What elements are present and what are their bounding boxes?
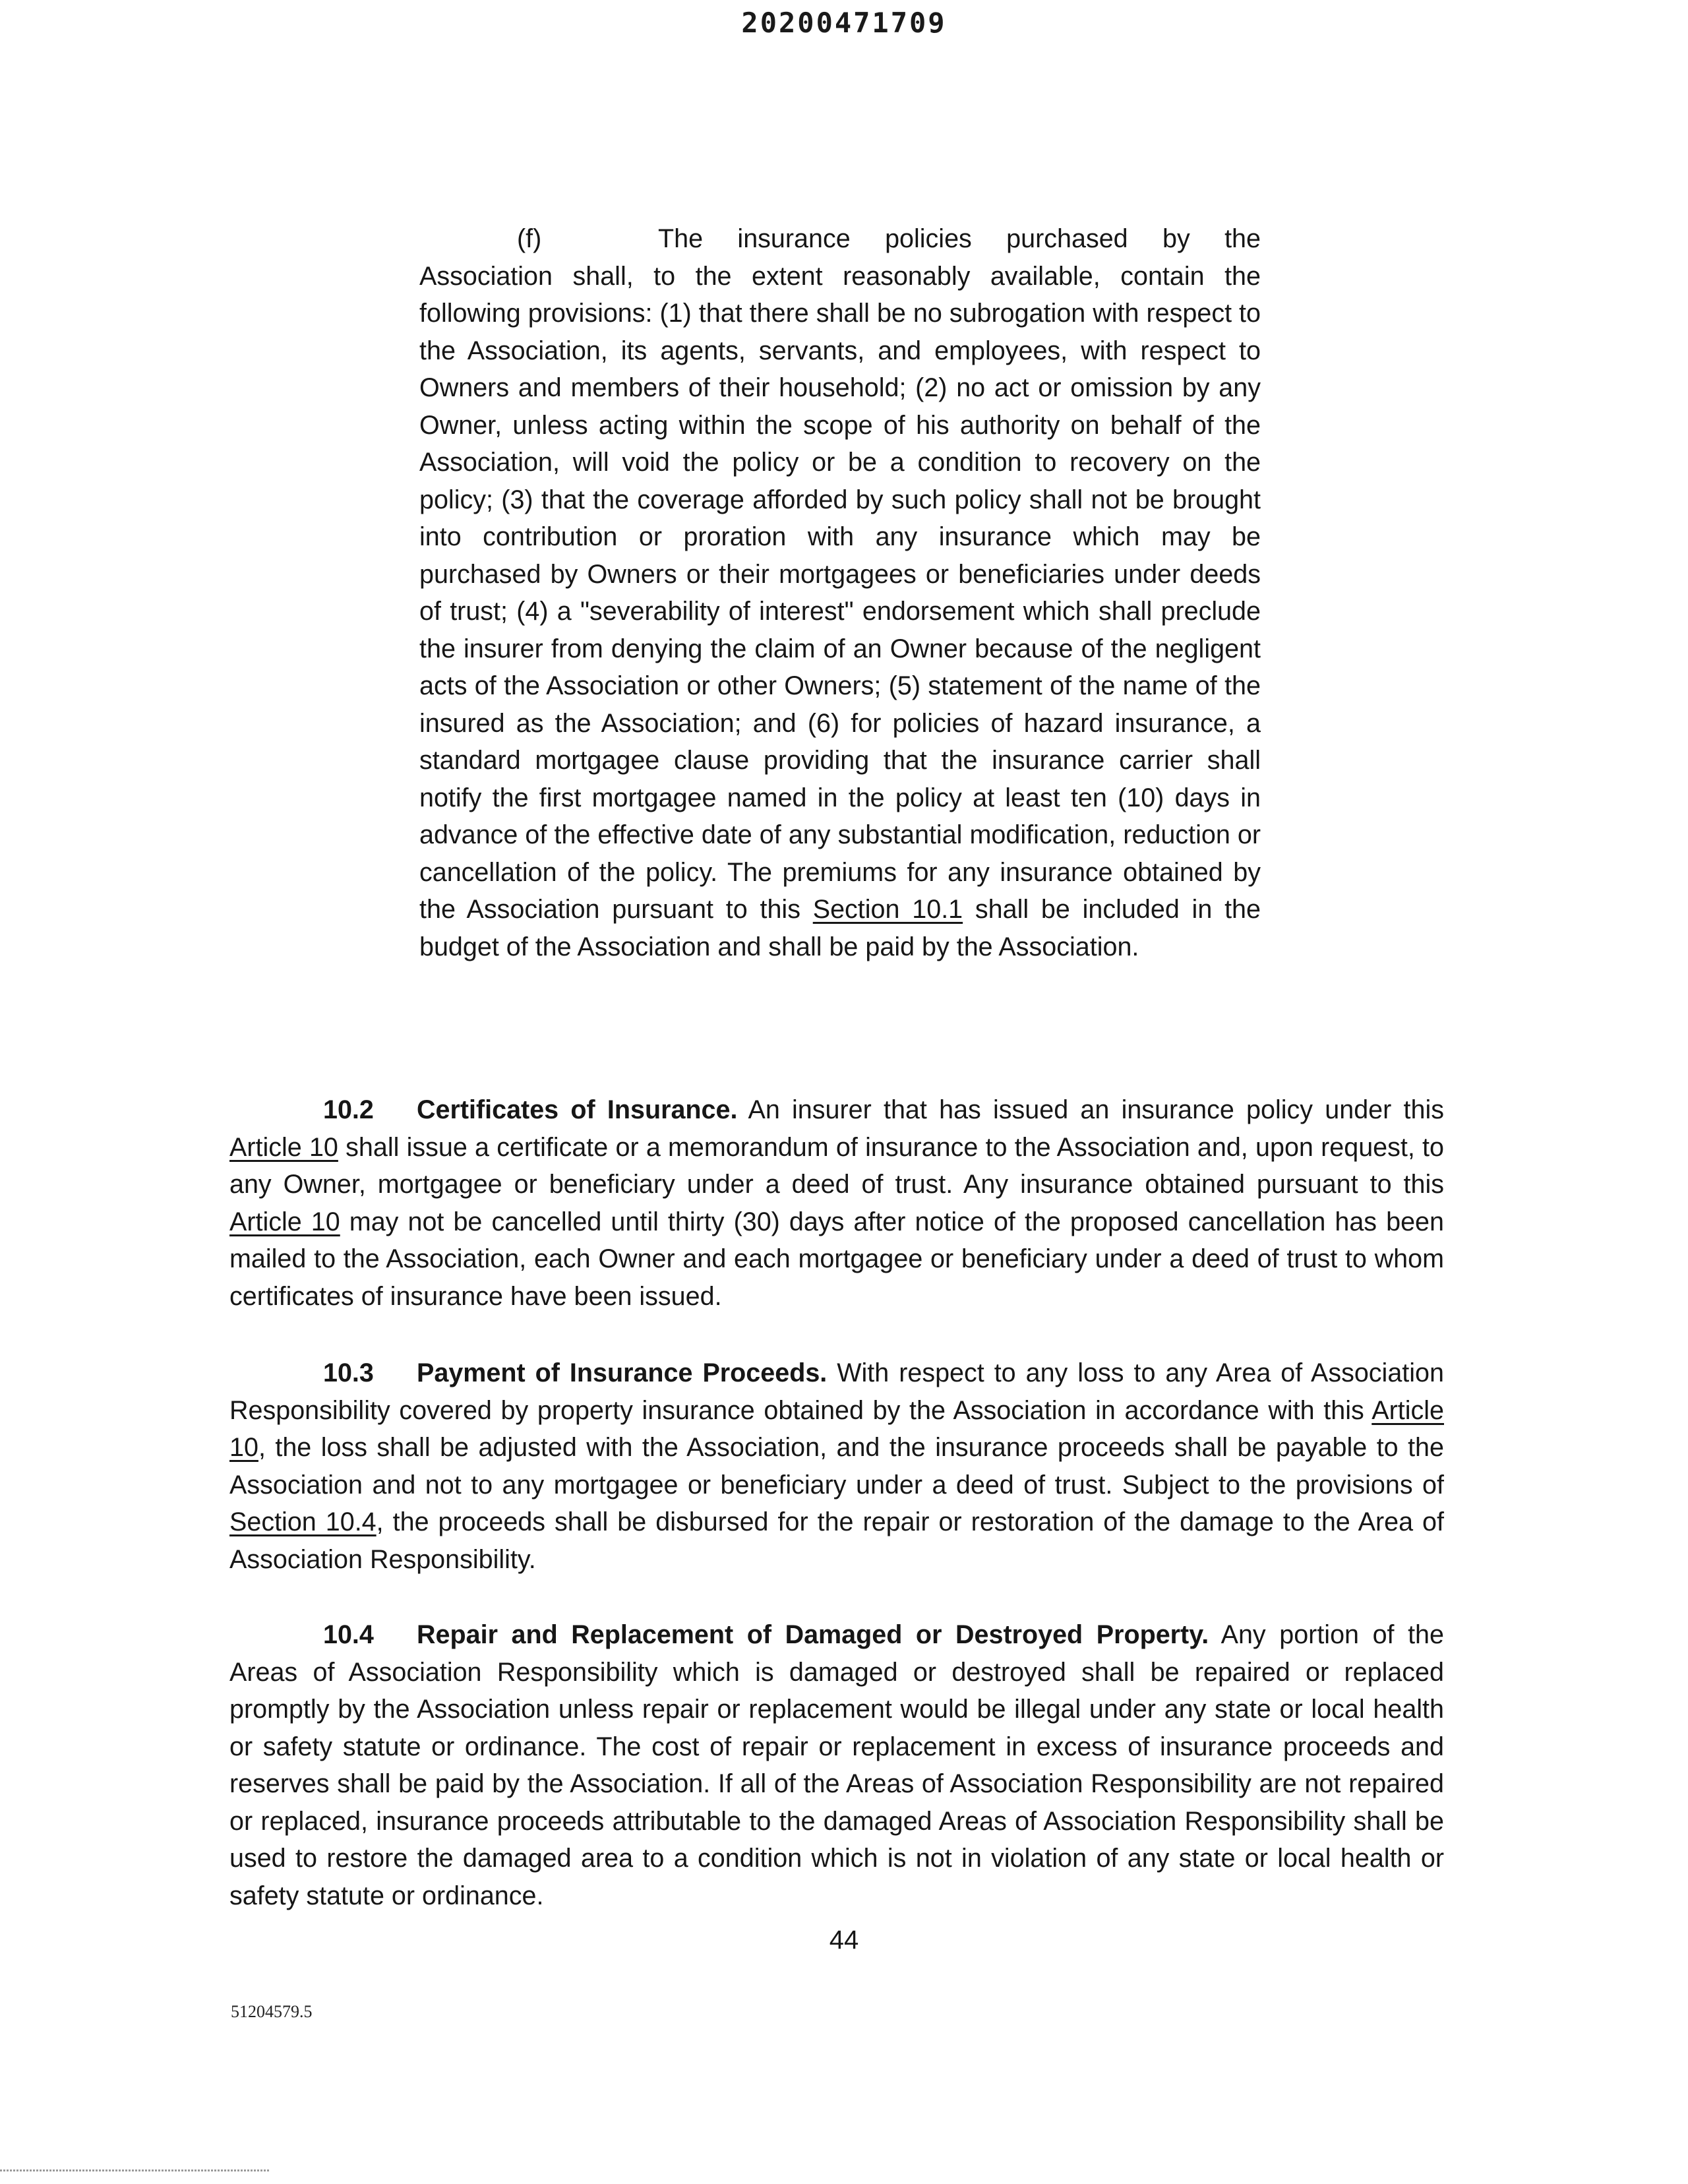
section-text: may not be cancelled until thirty (30) days after notice of the proposed cancellation has been mailed to the Association, each Owner and each mortgagee or beneficiary under a deed of trust to whom certificates of insurance have been issued.: [229, 1207, 1444, 1311]
paragraph-f: [419, 220, 1261, 965]
section-number: 10.2: [323, 1095, 374, 1124]
section-10-1-reference: Section 10.1: [812, 895, 963, 924]
paragraph-f-text: The insurance policies purchased by the Association shall, to the extent reasonably available, contain the following provisions: (1) that there shall be no subrogation with respect to the Association, its agents, servants, and employees, with respect to Owners and members of their household; (2) no act or omission by any Owner, unless acting within the scope of his authority on behalf of the Association, will void the policy or be a condition to recovery on the policy; (3) that the coverage afforded by such policy shall not be brought into contribution or proration with any insurance which may be purchased by Owners or their mortgagees or beneficiaries under deeds of trust; (4) a "severability of interest" endorsement which shall preclude the insurer from denying the claim of an Owner because of the negligent acts of the Association or other Owners; (5) statement of the name of the insured as the Association; and (6) for policies of hazard insurance, a standard mortgagee clause providing that the insurance carrier shall notify the first mortgagee named in the policy at least ten (10) days in advance of the effective date of any substantial modification, reduction or cancellation of the policy. The premiums for any insurance obtained by the Association pursuant to this: [419, 224, 1261, 924]
document-id: 51204579.5: [231, 2002, 313, 2021]
section-text: , the loss shall be adjusted with the Association, and the insurance proceeds shall be payable to the Association and not to any mortgagee or beneficiary under a deed of trust. Subject to the provisions of: [229, 1433, 1444, 1500]
section-text: , the proceeds shall be disbursed for the repair or restoration of the damage to the Area of Association Responsibility.: [229, 1507, 1444, 1574]
section-10-3: [229, 1354, 1444, 1578]
section-text: Any portion of the Areas of Association Responsibility which is damaged or destroyed shall be repaired or replaced promptly by the Association unless repair or replacement would be illegal under any state or local health or safety statute or ordinance. The cost of repair or replacement in excess of insurance proceeds and reserves shall be paid by the Association. If all of the Areas of Association Responsibility are not repaired or replaced, insurance proceeds attributable to the damaged Areas of Association Responsibility shall be used to restore the damaged area to a condition which is not in violation of any state or local health or safety statute or ordinance.: [229, 1620, 1444, 1910]
section-10-4-reference: Section 10.4: [229, 1507, 377, 1536]
article-10-reference: Article 10: [229, 1395, 1444, 1462]
section-heading: Certificates of Insurance.: [417, 1095, 738, 1124]
article-10-reference: Article 10: [229, 1207, 340, 1236]
section-text: With respect to any loss to any Area of Association Responsibility covered by property insurance obtained by the Association in accordance with this: [229, 1358, 1444, 1425]
paragraph-f-label: (f): [517, 224, 542, 253]
section-text: An insurer that has issued an insurance policy under this: [737, 1095, 1444, 1124]
section-text: shall issue a certificate or a memorandum of insurance to the Association and, upon request, to any Owner, mortgagee or beneficiary under a deed of trust. Any insurance obtained pursuant to this: [229, 1132, 1444, 1199]
article-10-reference: Article 10: [229, 1132, 338, 1162]
section-heading: Payment of Insurance Proceeds.: [417, 1358, 828, 1387]
section-10-2: [229, 1091, 1444, 1315]
scan-artifact-line: [0, 2169, 270, 2171]
recording-number: 20200471709: [741, 7, 947, 39]
section-heading: Repair and Replacement of Damaged or Destroyed Property.: [417, 1620, 1209, 1649]
section-10-4: [229, 1616, 1444, 1914]
paragraph-f-label-wrap: [419, 220, 658, 258]
paragraph-f-text-end: shall be included in the budget of the Association and shall be paid by the Association.: [419, 895, 1261, 961]
page-number: 44: [829, 1926, 859, 1955]
section-number: 10.3: [323, 1358, 374, 1387]
section-number: 10.4: [323, 1620, 374, 1649]
